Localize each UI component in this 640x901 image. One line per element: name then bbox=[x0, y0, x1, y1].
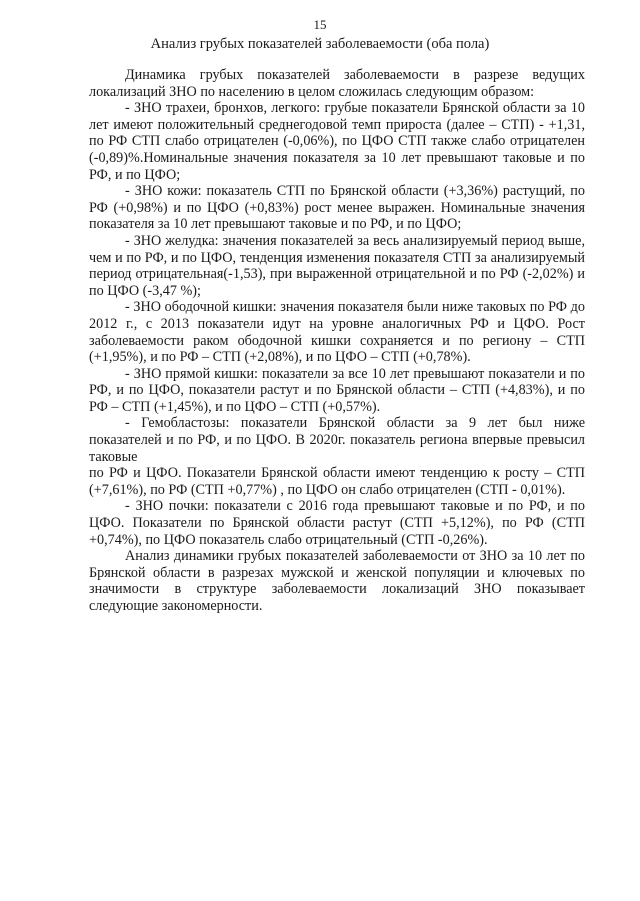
paragraph-intro: Динамика грубых показателей заболеваемости в разрезе ведущих локализаций ЗНО по населению в целом сложилась следующим образом: bbox=[89, 67, 585, 100]
paragraph-conclusion: Анализ динамики грубых показателей заболеваемости от ЗНО за 10 лет по Брянской области в разрезах мужской и женской популяции и ключевых по значимости в структуре заболеваемости локализаций ЗНО показывает следующие закономерности. bbox=[89, 548, 585, 614]
paragraph-skin: - ЗНО кожи: показатель СТП по Брянской области (+3,36%) растущий, по РФ (+0,98%) и по ЦФО (+0,83%) рост менее выражен. Номинальные значения показателя за 10 лет превышают таковые и по РФ, и по ЦФО; bbox=[89, 183, 585, 233]
paragraph-lung: - ЗНО трахеи, бронхов, легкого: грубые показатели Брянской области за 10 лет имеют положительный среднегодовой темп прироста (далее – СТП) - +1,31, по РФ СТП слабо отрицателен (-0,06%), по ЦФО СТП также слабо отрицателен (-0,89)%.Номинальные значения показателя за 10 лет превышают таковые и по РФ, и по ЦФО; bbox=[89, 100, 585, 183]
paragraph-stomach: - ЗНО желудка: значения показателей за весь анализируемый период выше, чем и по РФ, и по ЦФО, тенденция изменения показателя СТП за анализируемый период отрицательная(-1,53), при выраженной отрицательной и по РФ (-2,02%) и по ЦФО (-3,47 %); bbox=[89, 232, 585, 299]
page-number: 15 bbox=[313, 17, 327, 32]
section-heading: Анализ грубых показателей заболеваемости (оба пола) bbox=[150, 36, 490, 52]
paragraph-colon: - ЗНО ободочной кишки: значения показателя были ниже таковых по РФ до 2012 г., с 2013 показатели идут на уровне аналогичных РФ и ЦФО. Рост заболеваемости раком ободочной кишки сохраняется и по региону – СТП (+1,95%), и по РФ – СТП (+2,08%), и по ЦФО – СТП (+0,78%). bbox=[89, 299, 585, 366]
paragraph-rectum: - ЗНО прямой кишки: показатели за все 10 лет превышают показатели и по РФ, и по ЦФО, показатели растут и по Брянской области – СТП (+4,83%), и по РФ – СТП (+1,45%), и по ЦФО – СТП (+0,57%). bbox=[89, 365, 585, 415]
paragraph-kidney: - ЗНО почки: показатели с 2016 года превышают таковые и по РФ, и по ЦФО. Показатели по Брянской области растут (СТП +5,12%), по РФ (СТП +0,74%), по ЦФО показатель слабо отрицательный (СТП -0,26%). bbox=[89, 498, 585, 548]
paragraph-hemoblastosis-continued: по РФ и ЦФО. Показатели Брянской области имеют тенденцию к росту – СТП (+7,61%), по РФ (СТП +0,77%) , по ЦФО он слабо отрицателен (СТП - 0,01%). bbox=[89, 465, 585, 498]
paragraph-hemoblastosis: - Гемобластозы: показатели Брянской области за 9 лет был ниже показателей и по РФ, и по ЦФО. В 2020г. показатель региона впервые превысил таковые bbox=[89, 415, 585, 465]
body-text bbox=[89, 67, 585, 615]
